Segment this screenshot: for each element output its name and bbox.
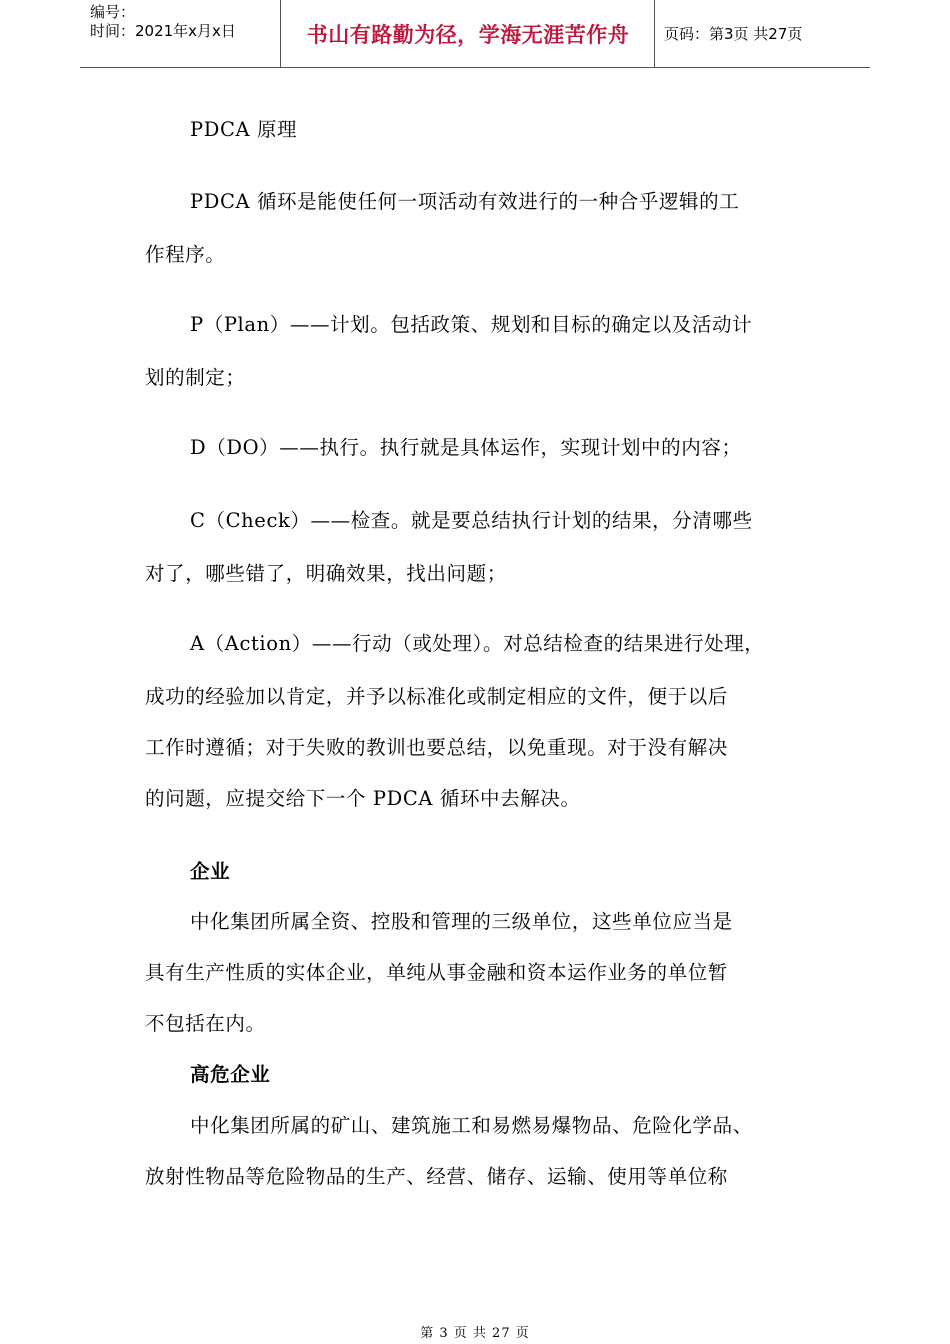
paragraph-line: 的问题，应提交给下一个 PDCA 循环中去解决。: [145, 787, 581, 810]
header-meta-cell: [80, 0, 281, 67]
section-title-pdca: PDCA 原理: [190, 118, 298, 141]
header-motto-cell: [281, 0, 655, 67]
paragraph-line: 中化集团所属的矿山、建筑施工和易燃易爆物品、危险化学品、: [190, 1114, 753, 1137]
paragraph-line: 具有生产性质的实体企业，单纯从事金融和资本运作业务的单位暂: [145, 961, 728, 984]
paragraph-line: 成功的经验加以肯定，并予以标准化或制定相应的文件，便于以后: [145, 685, 728, 708]
paragraph-line: 中化集团所属全资、控股和管理的三级单位，这些单位应当是: [190, 910, 733, 933]
header-motto: 书山有路勤为径，学海无涯苦作舟: [306, 23, 630, 47]
paragraph-line: 作程序。: [145, 243, 226, 266]
header-page-number: 页码：第3页 共27页: [664, 25, 803, 43]
paragraph-line: 对了，哪些错了，明确效果，找出问题；: [145, 562, 507, 585]
document-code-label: 编号：: [90, 3, 136, 21]
paragraph-line: 放射性物品等危险物品的生产、经营、储存、运输、使用等单位称: [145, 1165, 728, 1188]
section-heading-high-risk-enterprise: 高危企业: [190, 1063, 271, 1086]
paragraph-line: P（Plan）——计划。包括政策、规划和目标的确定以及活动计: [190, 313, 753, 336]
page-header: [80, 0, 870, 68]
header-page-cell: [655, 0, 870, 67]
paragraph-line: PDCA 循环是能使任何一项活动有效进行的一种合乎逻辑的工: [190, 190, 740, 213]
document-time-label: 时间：2021年x月x日: [90, 22, 236, 40]
paragraph-line: 工作时遵循；对于失败的教训也要总结，以免重现。对于没有解决: [145, 736, 728, 759]
paragraph-line: 划的制定；: [145, 366, 246, 389]
paragraph-line: A（Action）——行动（或处理）。对总结检查的结果进行处理，: [190, 632, 765, 655]
section-heading-enterprise: 企业: [190, 860, 231, 883]
paragraph-line: 不包括在内。: [145, 1012, 266, 1035]
paragraph-line: D（DO）——执行。执行就是具体运作，实现计划中的内容；: [190, 436, 742, 459]
page-footer-number: 第 3 页 共 27 页: [420, 1326, 530, 1341]
paragraph-line: C（Check）——检查。就是要总结执行计划的结果，分清哪些: [190, 509, 753, 532]
